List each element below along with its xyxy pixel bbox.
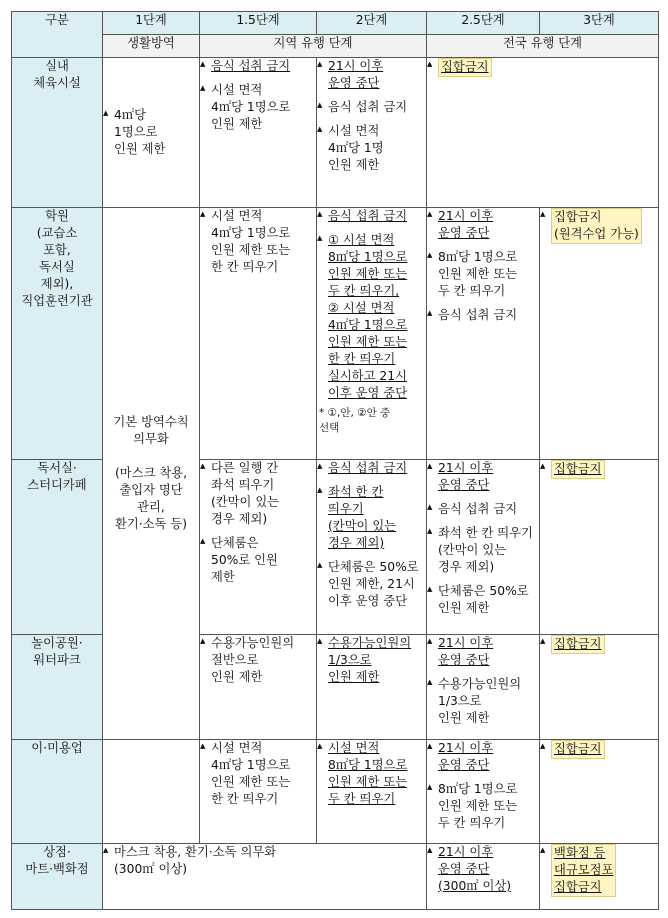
category-academy: 학원 (교습소 포함, 독서실 제외), 직업훈련기관 [12, 208, 103, 460]
header-level-2: 2단계 [317, 12, 427, 35]
highlight-ban: 집합금지 [438, 58, 492, 77]
row-indoor-sports [12, 58, 659, 208]
cell-store-l1-l2 [103, 844, 427, 910]
item [540, 740, 658, 759]
item: ▲ 시설 면적 4㎡당 1명으로 인원 제한 [200, 82, 316, 133]
item: ▲ 수용가능인원의 1/3으로 인원 제한 [427, 676, 539, 727]
item: ▲ 21시 이후 운영 중단 (300㎡ 이상) [427, 844, 539, 895]
item: ▲ 시설 면적 4㎡당 1명으로 인원 제한 또는 한 칸 띄우기 [200, 740, 316, 808]
item: ▲ ① 시설 면적 8㎡당 1명으로 인원 제한 또는 두 칸 띄우기, ② 시설 면적 4㎡당 1명으로 인원 제한 또는 한 칸 띄우기 실시하고 21시 이후 운영 중단 [317, 232, 426, 402]
row-beauty [12, 740, 659, 844]
item: ▲ 21시 이후 운영 중단 [317, 58, 426, 92]
item: ▲ 8㎡당 1명으로 인원 제한 또는 두 칸 띄우기 [427, 781, 539, 832]
category-beauty: 이·미용업 [12, 740, 103, 844]
item [540, 208, 658, 244]
item: ▲ 단체룸은 50%로 인원 제한 [200, 535, 316, 586]
item: ▲ 21시 이후 운영 중단 [427, 635, 539, 669]
cell-store-l25 [427, 844, 540, 910]
cell-indoor-l1 [103, 58, 200, 208]
row-academy [12, 208, 659, 460]
item: ▲ 시설 면적 4㎡당 1명으로 인원 제한 또는 한 칸 띄우기 [200, 208, 316, 276]
item [540, 460, 658, 479]
cell-academy-l2 [317, 208, 427, 460]
item: ▲ 좌석 한 칸 띄우기 (칸막이 있는 경우 제외) [317, 484, 426, 552]
header-level-1: 1단계 [103, 12, 200, 35]
category-amusement: 놀이공원· 워터파크 [12, 635, 103, 740]
category-store: 상점· 마트·백화점 [12, 844, 103, 910]
cell-store-l3 [540, 844, 659, 910]
cell-studycafe-l2 [317, 460, 427, 635]
cell-studycafe-l3 [540, 460, 659, 635]
header-group-daily: 생활방역 [103, 35, 200, 58]
item [540, 635, 658, 654]
category-studycafe: 독서실· 스터디카페 [12, 460, 103, 635]
item: ▲ 시설 면적 4㎡당 1명 인원 제한 [317, 123, 426, 174]
academy-note: * ①,안, ②안 중 선택 [319, 407, 391, 434]
cell-beauty-l25 [427, 740, 540, 844]
header-group-regional: 지역 유행 단계 [200, 35, 427, 58]
cell-indoor-l15 [200, 58, 317, 208]
highlight-ban: 집합금지 (원격수업 가능) [551, 208, 642, 244]
item: ▲ 8㎡당 1명으로 인원 제한 또는 두 칸 띄우기 [427, 249, 539, 300]
item: ▲ 마스크 착용, 환기·소독 의무화 (300㎡ 이상) [103, 844, 426, 878]
item: ▲ 음식 섭취 금지 [317, 208, 426, 225]
highlight-ban: 백화점 등 대규모점포 집합금지 [551, 844, 616, 897]
highlight-ban: 집합금지 [551, 635, 605, 654]
cell-studycafe-l25 [427, 460, 540, 635]
item: ▲ 음식 섭취 금지 [200, 58, 316, 75]
header-level-1-5: 1.5단계 [200, 12, 317, 35]
category-indoor-sports: 실내 체육시설 [12, 58, 103, 208]
item: ▲ 다른 일행 간 좌석 띄우기 (칸막이 있는 경우 제외) [200, 460, 316, 528]
highlight-ban: 집합금지 [551, 460, 605, 479]
cell-beauty-l3 [540, 740, 659, 844]
item: ▲ 음식 섭취 금지 [317, 99, 426, 116]
cell-amusement-l2 [317, 635, 427, 740]
item: ▲ 21시 이후 운영 중단 [427, 460, 539, 494]
row-store [12, 844, 659, 910]
cell-beauty-l15 [200, 740, 317, 844]
item: ▲ 21시 이후 운영 중단 [427, 740, 539, 774]
item: ▲ 4㎡당 1명으로 인원 제한 [103, 107, 199, 158]
cell-beauty-l2 [317, 740, 427, 844]
cell-studycafe-l15 [200, 460, 317, 635]
cell-amusement-l15 [200, 635, 317, 740]
highlight-ban: 집합금지 [551, 740, 605, 759]
cell-academy-l15 [200, 208, 317, 460]
item: ▲ 단체룸은 50%로 인원 제한, 21시 이후 운영 중단 [317, 559, 426, 610]
item: ▲ 수용가능인원의 절반으로 인원 제한 [200, 635, 316, 686]
header-gubun: 구분 [12, 12, 103, 58]
item [540, 844, 658, 897]
item: ▲ 음식 섭취 금지 [427, 307, 539, 324]
header-group-national: 전국 유행 단계 [427, 35, 659, 58]
item: ▲ 시설 면적 8㎡당 1명으로 인원 제한 또는 두 칸 띄우기 [317, 740, 426, 808]
cell-beauty-l1 [103, 740, 200, 844]
cell-academy-l3 [540, 208, 659, 460]
item: ▲ 단체룸은 50%로 인원 제한 [427, 583, 539, 617]
cell-amusement-l3 [540, 635, 659, 740]
item [427, 58, 658, 77]
cell-indoor-l2 [317, 58, 427, 208]
cell-common-l1: 기본 방역수칙 의무화 (마스크 착용, 출입자 명단 관리, 환기·소독 등) [103, 208, 200, 740]
header-level-3: 3단계 [540, 12, 659, 35]
item: ▲ 좌석 한 칸 띄우기 (칸막이 있는 경우 제외) [427, 525, 539, 576]
cell-amusement-l25 [427, 635, 540, 740]
cell-indoor-l25-l3 [427, 58, 659, 208]
item: ▲ 수용가능인원의 1/3으로 인원 제한 [317, 635, 426, 686]
distancing-table [11, 11, 659, 910]
item: ▲ 21시 이후 운영 중단 [427, 208, 539, 242]
cell-academy-l25 [427, 208, 540, 460]
header-level-2-5: 2.5단계 [427, 12, 540, 35]
item: ▲ 음식 섭취 금지 [317, 460, 426, 477]
item: ▲ 음식 섭취 금지 [427, 501, 539, 518]
